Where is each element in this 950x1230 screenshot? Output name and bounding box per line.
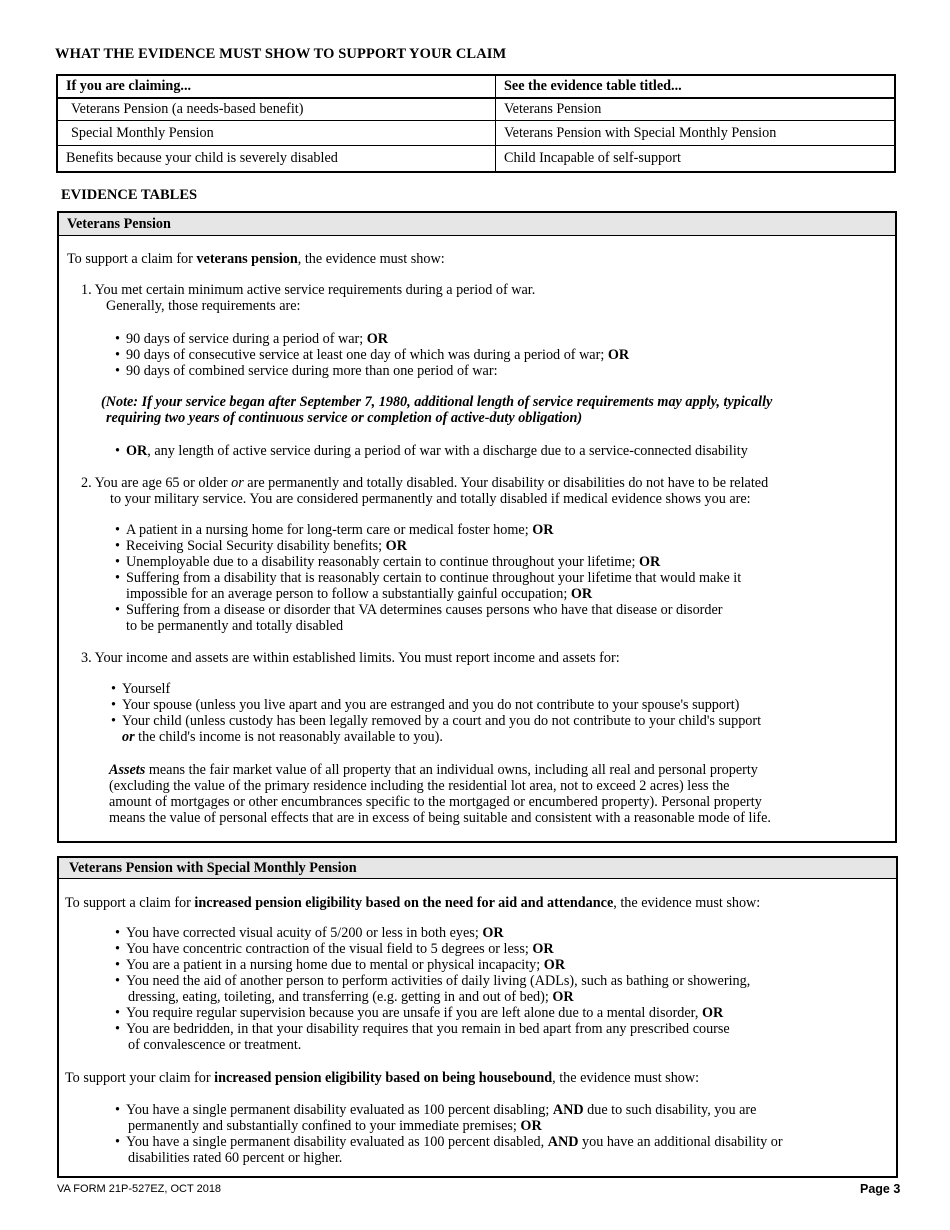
list-item: • A patient in a nursing home for long-term care or medical foster home; OR — [115, 522, 554, 538]
page-number: Page 3 — [860, 1182, 901, 1196]
list-item: • 90 days of consecutive service at least one day of which was during a period of war; OR — [115, 347, 630, 363]
list-item: • 90 days of combined service during more than one period of war: — [115, 363, 498, 379]
claim-table-header-see: See the evidence table titled... — [496, 75, 896, 98]
table-cell: Veterans Pension (a needs-based benefit) — [57, 98, 496, 121]
form-id: VA FORM 21P-527EZ, OCT 2018 — [57, 1183, 222, 1195]
list-item: • Receiving Social Security disability benefits; OR — [115, 538, 407, 554]
list-item: • You have corrected visual acuity of 5/200 or less in both eyes; OR — [115, 925, 504, 941]
list-item: • You need the aid of another person to perform activities of daily living (ADLs), such as bathing or showering, — [115, 973, 751, 989]
assets-definition-cont: means the value of personal effects that are in excess of being suitable and consistent with a reasonable mode of life. — [109, 810, 771, 826]
list-item-cont: to be permanently and totally disabled — [126, 618, 344, 634]
list-item: • 90 days of service during a period of war; OR — [115, 331, 388, 347]
table-cell: Veterans Pension with Special Monthly Pension — [496, 121, 896, 146]
table-row — [57, 121, 895, 146]
table-cell: Special Monthly Pension — [57, 121, 496, 146]
smp-intro: To support a claim for increased pension eligibility based on the need for aid and attendance, the evidence must show: — [65, 895, 761, 911]
list-item: • Unemployable due to a disability reasonably certain to continue throughout your lifetime; OR — [115, 554, 661, 570]
special-monthly-pension-box — [57, 856, 898, 1178]
vp-note: (Note: If your service began after September 7, 1980, additional length of service requirements may apply, typically — [101, 394, 773, 410]
list-item: • Yourself — [111, 681, 171, 697]
vp-note-cont: requiring two years of continuous service or completion of active-duty obligation) — [106, 410, 583, 426]
table-cell: Child Incapable of self-support — [496, 146, 896, 173]
page-heading: WHAT THE EVIDENCE MUST SHOW TO SUPPORT YOUR CLAIM — [55, 46, 507, 62]
list-item: • You have a single permanent disability evaluated as 100 percent disabling; AND due to such disability, you are — [115, 1102, 757, 1118]
claim-table — [56, 74, 896, 173]
list-item: • You have a single permanent disability evaluated as 100 percent disabled, AND you have an additional disability or — [115, 1134, 783, 1150]
list-item: • Your spouse (unless you live apart and you are estranged and you do not contribute to your spouse's support) — [111, 697, 740, 713]
list-item: • Your child (unless custody has been legally removed by a court and you do not contribute to your child's support — [111, 713, 762, 729]
vp-item-1-sub: Generally, those requirements are: — [106, 298, 301, 314]
vp-item-2-cont: to your military service. You are considered permanently and totally disabled if medical evidence shows you are: — [110, 491, 751, 507]
assets-definition-cont: amount of mortgages or other encumbrances specific to the mortgaged or encumbered property). Personal property — [109, 794, 762, 810]
list-item-cont: disabilities rated 60 percent or higher. — [128, 1150, 343, 1166]
claim-table-header-claiming: If you are claiming... — [57, 75, 496, 98]
vp-intro: To support a claim for veterans pension, the evidence must show: — [67, 251, 445, 267]
list-item: • You are a patient in a nursing home due to mental or physical incapacity; OR — [115, 957, 566, 973]
list-item: • OR, any length of active service during a period of war with a discharge due to a service-connected disability — [115, 443, 748, 459]
table-row — [57, 146, 895, 173]
assets-definition: Assets means the fair market value of all property that an individual owns, including all real and personal property — [109, 762, 758, 778]
vp-item-3: 3. Your income and assets are within established limits. You must report income and assets for: — [81, 650, 620, 666]
list-item-cont: or the child's income is not reasonably available to you). — [122, 729, 443, 745]
special-monthly-pension-title: Veterans Pension with Special Monthly Pension — [59, 858, 896, 879]
list-item: • Suffering from a disease or disorder that VA determines causes persons who have that disease or disorder — [115, 602, 723, 618]
list-item: • You have concentric contraction of the visual field to 5 degrees or less; OR — [115, 941, 554, 957]
smp-housebound-intro: To support your claim for increased pension eligibility based on being housebound, the evidence must show: — [65, 1070, 700, 1086]
list-item-cont: permanently and substantially confined to your immediate premises; OR — [128, 1118, 542, 1134]
table-row — [57, 98, 895, 121]
veterans-pension-title: Veterans Pension — [59, 213, 895, 236]
list-item-cont: dressing, eating, toileting, and transferring (e.g. getting in and out of bed); OR — [128, 989, 574, 1005]
evidence-tables-heading: EVIDENCE TABLES — [61, 187, 198, 203]
veterans-pension-box — [57, 211, 897, 843]
list-item-cont: of convalescence or treatment. — [128, 1037, 302, 1053]
assets-definition-cont: (excluding the value of the primary residence including the residential lot area, not to exceed 2 acres) less the — [109, 778, 730, 794]
list-item: • You are bedridden, in that your disability requires that you remain in bed apart from any prescribed course — [115, 1021, 730, 1037]
list-item-cont: impossible for an average person to follow a substantially gainful occupation; OR — [126, 586, 593, 602]
vp-item-1: 1. You met certain minimum active service requirements during a period of war. — [81, 282, 536, 298]
table-cell: Veterans Pension — [496, 98, 896, 121]
list-item: • Suffering from a disability that is reasonably certain to continue throughout your lifetime that would make it — [115, 570, 742, 586]
table-cell: Benefits because your child is severely disabled — [57, 146, 496, 173]
vp-item-2: 2. You are age 65 or older or are permanently and totally disabled. Your disability or disabilities do not have to be related — [81, 475, 769, 491]
list-item: • You require regular supervision because you are unsafe if you are left alone due to a mental disorder, OR — [115, 1005, 724, 1021]
